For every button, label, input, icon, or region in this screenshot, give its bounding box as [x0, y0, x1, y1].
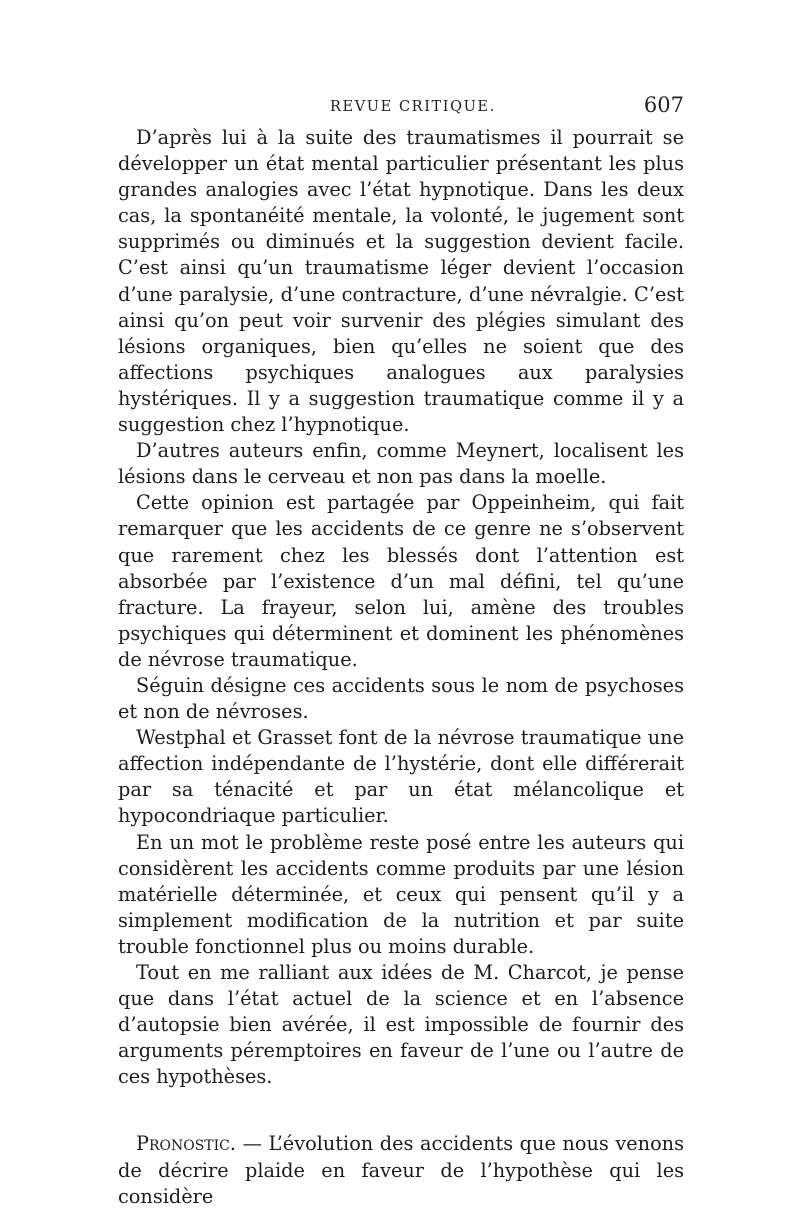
paragraph: Tout en me ralliant aux idées de M. Charcot, je pense que dans l’état actuel de la science et en l’absence d’autopsie bien avérée, il est impossible de fournir des arguments péremptoires en faveur de l’une ou l’autre de ces hypothèses.	[118, 961, 684, 1089]
page-header	[118, 93, 684, 123]
page-body	[118, 125, 684, 1210]
section-text: — L’évolution des accidents que nous venons de décrire plaide en faveur de l’hypothèse qui les considère	[118, 1132, 684, 1208]
paragraph: Cette opinion est partagée par Oppeinheim, qui fait remarquer que les accidents de ce genre ne s’observent que rarement chez les blessés dont l’attention est absorbée par l’existence d’un mal défini, tel qu’une fracture. La frayeur, selon lui, amène des troubles psychiques qui déterminent et dominent les phénomènes de névrose traumatique.	[118, 491, 684, 671]
page-number: 607	[643, 93, 684, 117]
paragraph: Séguin désigne ces accidents sous le nom de psychoses et non de névroses.	[118, 673, 684, 724]
paragraph: D’après lui à la suite des traumatismes il pourrait se développer un état mental particulier présentant les plus grandes analogies avec l’état hypnotique. Dans les deux cas, la spontanéité mentale, la volonté, le jugement sont supprimés ou diminués et la suggestion devient facile. C’est ainsi qu’un traumatisme léger devient l’occasion d’une paralysie, d’une contracture, d’une névralgie. C’est ainsi qu’on peut voir survenir des plégies simulant des lésions organiques, bien qu’elles ne soient que des affections psychiques analogues aux paralysies hystériques. Il y a suggestion traumatique comme il y a suggestion chez l’hypnotique.	[118, 126, 684, 437]
paragraph: En un mot le problème reste posé entre les auteurs qui considèrent les accidents comme produits par une lésion matérielle déterminée, et ceux qui pensent qu’il y a simplement modification de la nutrition et par suite trouble fonctionnel plus ou moins durable.	[118, 830, 684, 958]
section-heading: Pronostic.	[136, 1132, 237, 1156]
section-spacer	[118, 1090, 684, 1131]
running-head: REVUE CRITIQUE.	[330, 99, 496, 115]
section-paragraph	[118, 1131, 684, 1209]
paragraph: D’autres auteurs enfin, comme Meynert, localisent les lésions dans le cerveau et non pas dans la moelle.	[118, 439, 684, 489]
paragraph: Westphal et Grasset font de la névrose traumatique une affection indépendante de l’hystérie, dont elle différerait par sa ténacité et par un état mélancolique et hypocondriaque particulier.	[118, 726, 684, 828]
